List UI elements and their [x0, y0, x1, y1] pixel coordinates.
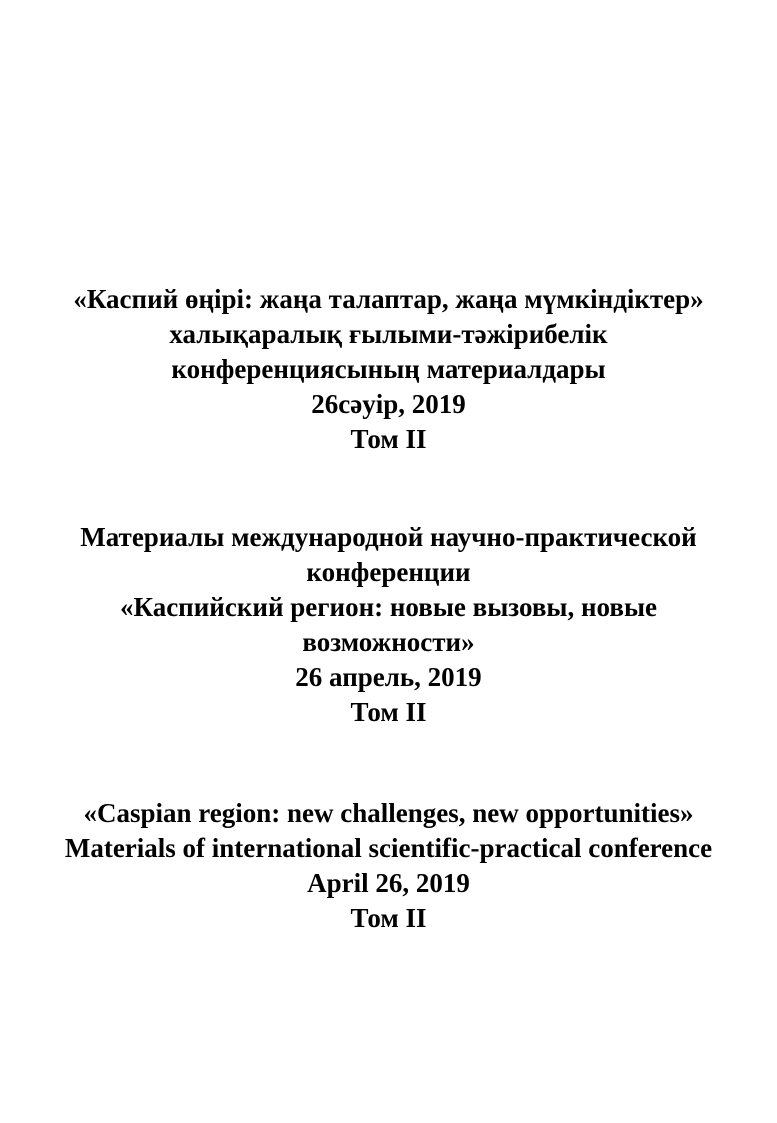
kazakh-title-line-2: халықаралық ғылыми-тәжірибелік [169, 319, 608, 349]
kazakh-date: 26сәуір, 2019 [311, 389, 466, 419]
english-volume: Том II [350, 903, 427, 933]
english-title-line-1: «Caspian region: new challenges, new opportunities» [83, 798, 694, 828]
kazakh-title-line-3: конференциясының материалдары [171, 354, 606, 384]
russian-date: 26 апрель, 2019 [295, 662, 482, 692]
russian-title-line-2: конференции [306, 557, 471, 587]
kazakh-title-block [0, 282, 777, 457]
russian-volume: Том II [350, 697, 427, 727]
russian-title-line-3: «Каспийский регион: новые вызовы, новые [119, 592, 658, 622]
russian-title-block [0, 520, 777, 730]
english-title-line-2: Materials of international scientific-practical conference [64, 833, 713, 863]
english-date: April 26, 2019 [307, 868, 470, 898]
kazakh-title-line-1: «Каспий өңірі: жаңа талаптар, жаңа мүмкіндіктер» [73, 284, 704, 314]
kazakh-volume: Том II [350, 424, 427, 454]
english-title-block [0, 796, 777, 936]
russian-title-line-1: Материалы международной научно-практической [80, 522, 697, 552]
russian-title-line-4: возможности» [302, 627, 475, 657]
